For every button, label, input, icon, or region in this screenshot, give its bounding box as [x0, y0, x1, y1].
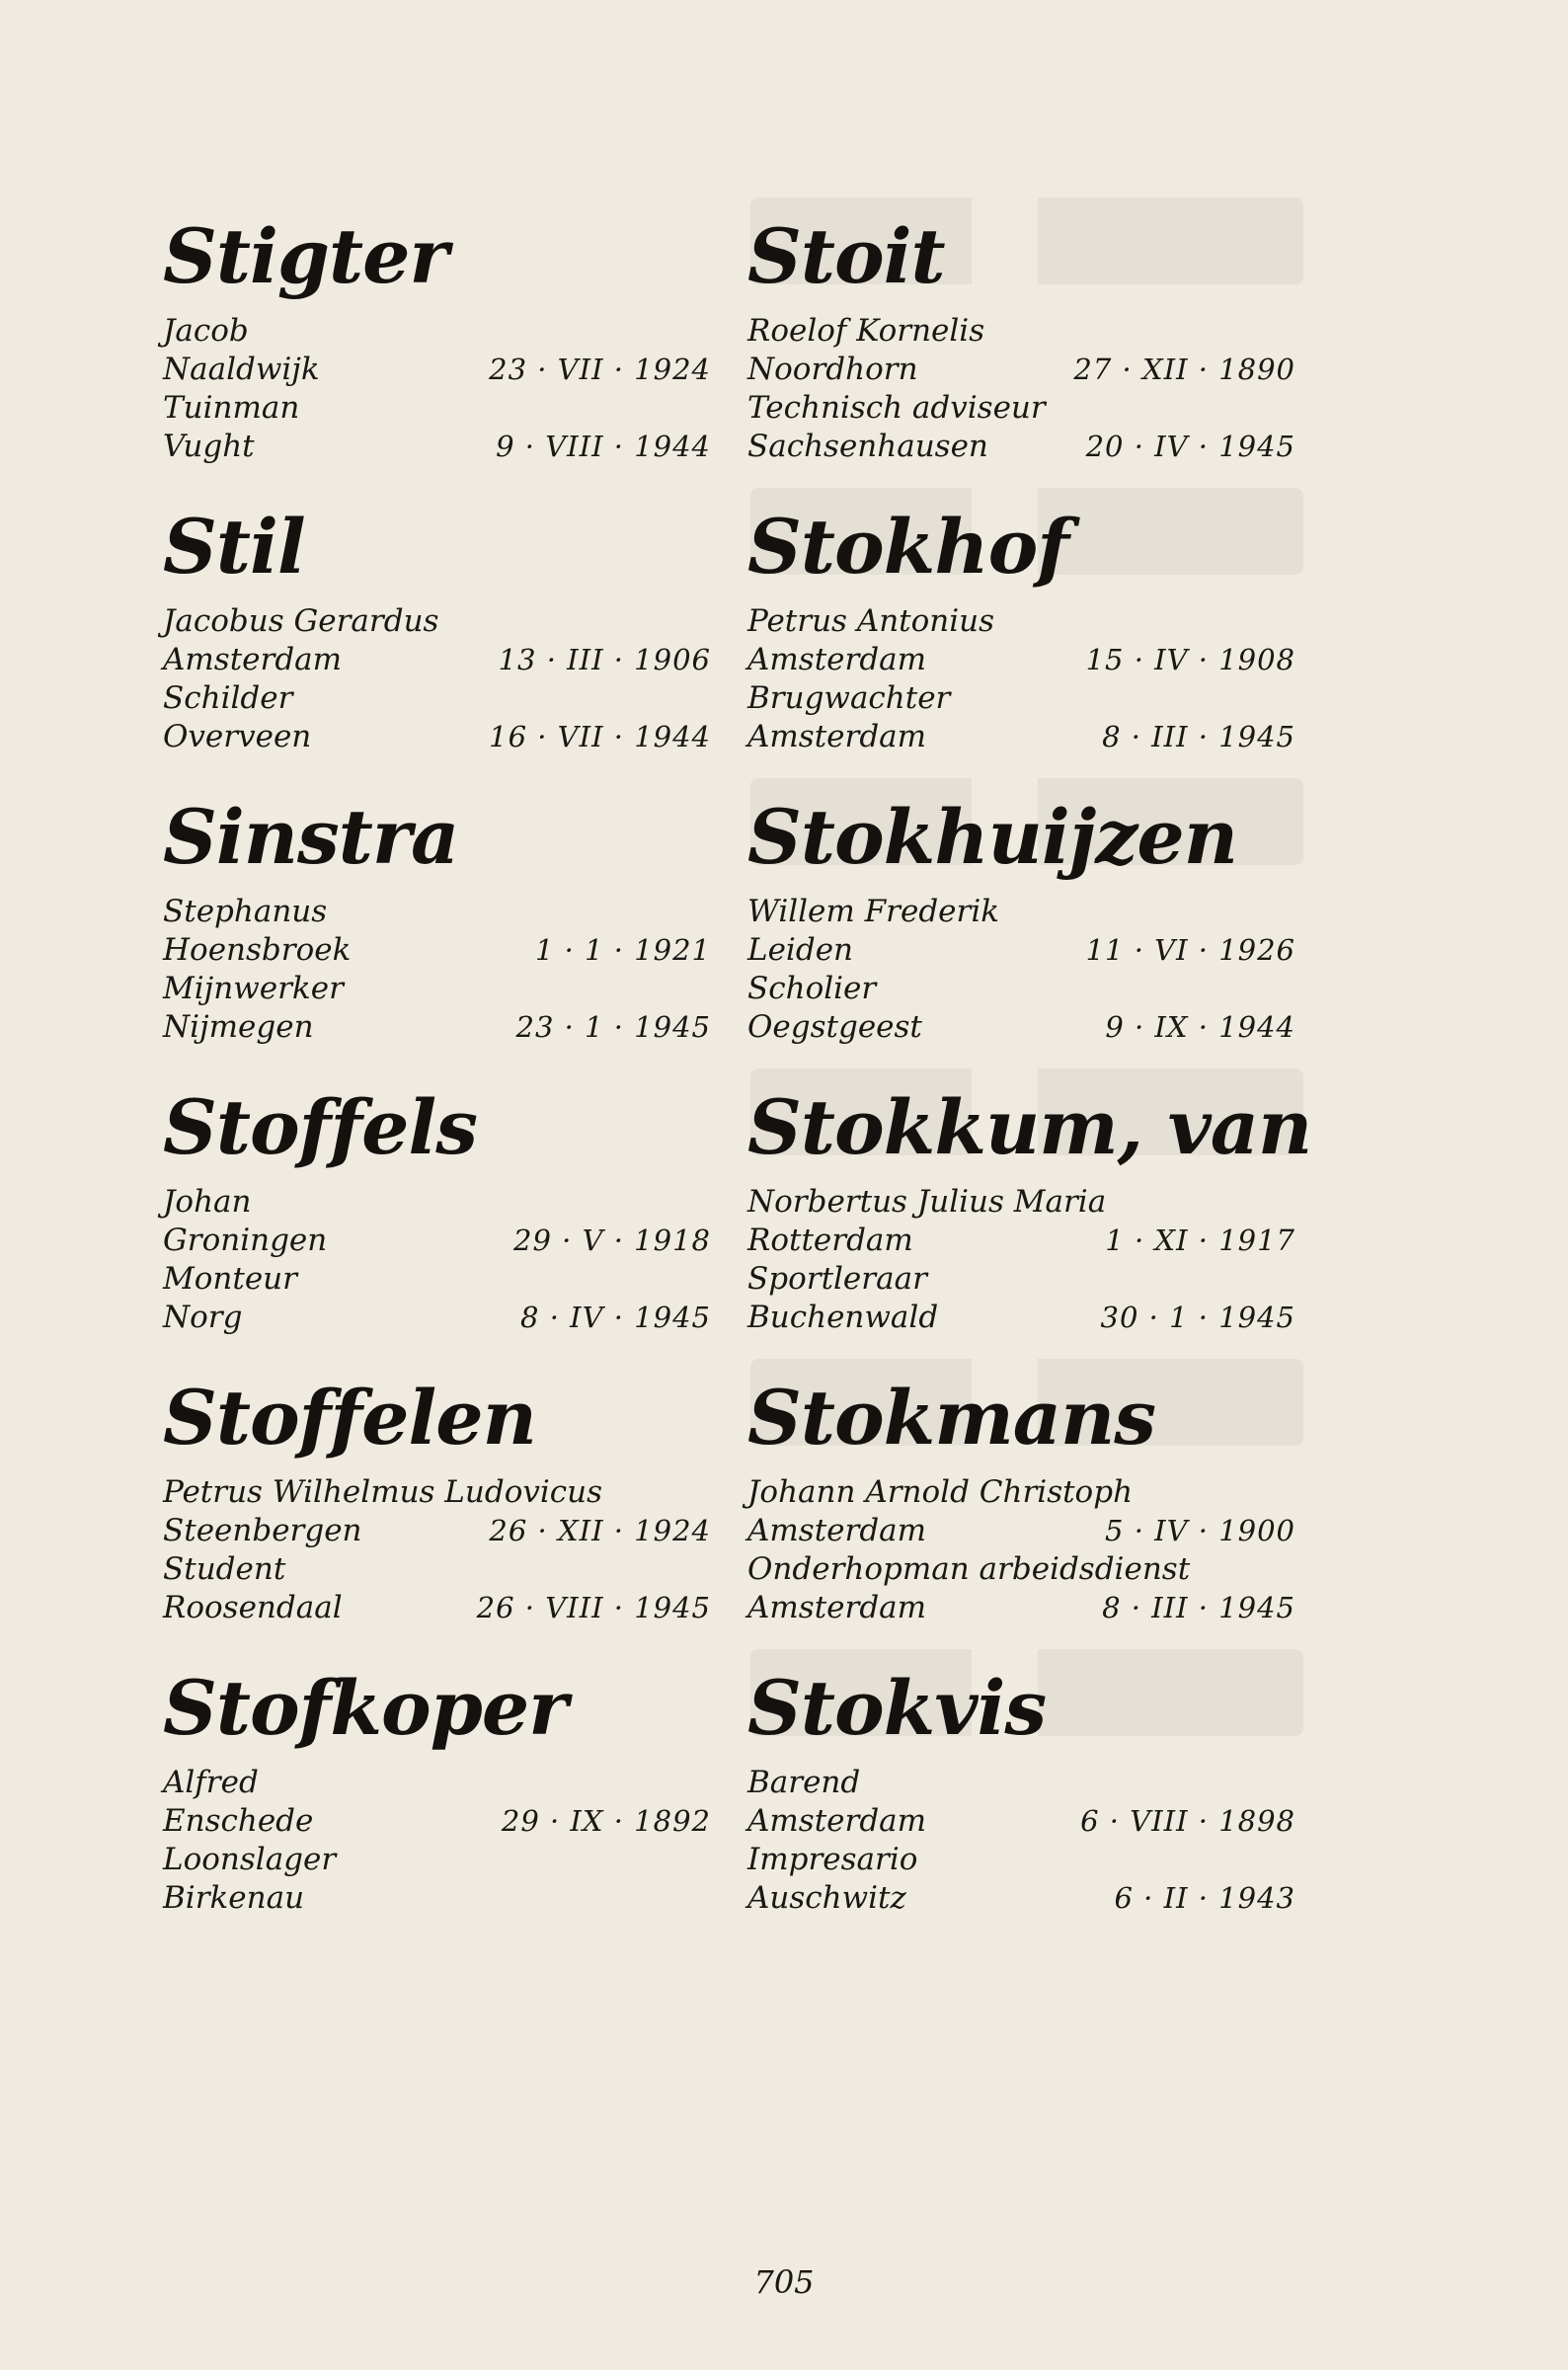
birthplace: Hoensbroek — [163, 932, 352, 968]
left-column — [163, 207, 711, 1949]
birth-date: 26 · XII · 1924 — [489, 1514, 711, 1547]
birth-date: 13 · III · 1906 — [498, 643, 711, 676]
surname: Stigter — [163, 212, 448, 300]
birth-row — [747, 351, 1295, 389]
surname: Stoit — [747, 212, 945, 300]
birth-date: 5 · IV · 1900 — [1105, 1514, 1295, 1547]
birth-row — [163, 1222, 711, 1260]
birth-date: 6 · VIII · 1898 — [1080, 1804, 1295, 1838]
occupation-row — [747, 1841, 1295, 1879]
birth-row — [163, 351, 711, 389]
occupation: Brugwachter — [747, 680, 951, 716]
name-entry — [747, 1659, 1295, 1949]
given-names-row — [747, 1764, 1295, 1802]
birth-date: 29 · IX · 1892 — [501, 1804, 711, 1838]
death-row — [163, 718, 711, 756]
name-entry — [163, 498, 711, 788]
occupation-row — [163, 970, 711, 1008]
death-row — [747, 428, 1295, 466]
occupation: Tuinman — [163, 390, 300, 426]
death-row — [747, 1589, 1295, 1627]
right-column — [747, 207, 1312, 1949]
given-names-row — [163, 312, 711, 351]
given-names-row — [163, 1473, 711, 1512]
given-names-row — [163, 1764, 711, 1802]
death-row — [747, 1008, 1295, 1047]
occupation: Monteur — [163, 1261, 297, 1297]
occupation: Sportleraar — [747, 1261, 927, 1297]
death-row — [747, 718, 1295, 756]
given-names-row — [747, 1473, 1295, 1512]
occupation: Loonslager — [163, 1842, 337, 1877]
birth-row — [163, 641, 711, 679]
occupation-row — [163, 389, 711, 428]
death-place: Overveen — [163, 719, 312, 754]
occupation: Scholier — [747, 971, 877, 1006]
birthplace: Enschede — [163, 1803, 314, 1839]
death-place: Amsterdam — [747, 719, 927, 754]
birthplace: Naaldwijk — [163, 352, 320, 387]
occupation-row — [163, 1841, 711, 1879]
death-date: 9 · VIII · 1944 — [496, 430, 711, 463]
death-date: 16 · VII · 1944 — [489, 720, 711, 753]
given-names-row — [163, 1183, 711, 1222]
page-number: 705 — [753, 2263, 815, 2301]
birth-date: 29 · V · 1918 — [513, 1224, 711, 1257]
given-names-row — [747, 893, 1295, 931]
death-place: Birkenau — [163, 1880, 305, 1916]
surname: Stoffelen — [163, 1374, 536, 1462]
birth-row — [747, 931, 1295, 970]
death-date: 8 · IV · 1945 — [520, 1301, 711, 1334]
death-date: 6 · II · 1943 — [1114, 1881, 1295, 1915]
surname: Stokhof — [747, 503, 1068, 591]
occupation-row — [747, 1260, 1295, 1299]
death-row — [747, 1879, 1295, 1918]
given-names: Norbertus Julius Maria — [747, 1184, 1107, 1220]
birth-date: 1 · 1 · 1921 — [534, 933, 711, 967]
occupation-row — [747, 1550, 1295, 1589]
occupation: Student — [163, 1551, 286, 1587]
birth-date: 15 · IV · 1908 — [1085, 643, 1295, 676]
surname: Stokhuijzen — [747, 793, 1237, 881]
death-row — [163, 1008, 711, 1047]
birth-row — [747, 1222, 1295, 1260]
birth-date: 27 · XII · 1890 — [1073, 353, 1295, 386]
death-date: 26 · VIII · 1945 — [476, 1591, 711, 1624]
occupation-row — [747, 389, 1295, 428]
birthplace: Leiden — [747, 932, 854, 968]
occupation-row — [163, 1260, 711, 1299]
given-names-row — [747, 602, 1295, 641]
death-date: 23 · 1 · 1945 — [515, 1010, 711, 1044]
death-place: Auschwitz — [747, 1880, 906, 1916]
given-names: Stephanus — [163, 894, 328, 929]
death-date: 8 · III · 1945 — [1102, 720, 1295, 753]
birthplace: Amsterdam — [747, 1803, 927, 1839]
given-names: Johan — [163, 1184, 252, 1220]
occupation: Schilder — [163, 680, 293, 716]
surname: Sinstra — [163, 793, 459, 881]
death-date: 30 · 1 · 1945 — [1100, 1301, 1295, 1334]
death-row — [163, 428, 711, 466]
death-row — [747, 1299, 1295, 1337]
surname: Stokkum, van — [747, 1083, 1312, 1171]
occupation: Mijnwerker — [163, 971, 344, 1006]
name-entry — [163, 207, 711, 498]
occupation-row — [747, 679, 1295, 718]
surname: Stil — [163, 503, 305, 591]
occupation-row — [747, 970, 1295, 1008]
name-entry — [163, 1369, 711, 1659]
birth-row — [747, 641, 1295, 679]
death-place: Amsterdam — [747, 1590, 927, 1625]
name-entry — [163, 1078, 711, 1369]
birth-date: 1 · XI · 1917 — [1105, 1224, 1295, 1257]
birthplace: Steenbergen — [163, 1513, 362, 1548]
death-row — [163, 1879, 711, 1918]
given-names: Johann Arnold Christoph — [747, 1474, 1134, 1510]
surname: Stokvis — [747, 1664, 1047, 1752]
occupation-row — [163, 1550, 711, 1589]
birthplace: Groningen — [163, 1223, 328, 1258]
birth-row — [163, 1512, 711, 1550]
birthplace: Noordhorn — [747, 352, 918, 387]
given-names-row — [163, 893, 711, 931]
death-place: Norg — [163, 1300, 243, 1335]
death-place: Nijmegen — [163, 1009, 314, 1045]
occupation-row — [163, 679, 711, 718]
given-names: Jacob — [163, 313, 249, 349]
given-names: Roelof Kornelis — [747, 313, 985, 349]
name-entry — [747, 207, 1295, 498]
given-names: Barend — [747, 1765, 861, 1800]
name-entry — [163, 1659, 711, 1949]
death-row — [163, 1299, 711, 1337]
birth-date: 23 · VII · 1924 — [489, 353, 711, 386]
name-entry — [747, 498, 1295, 788]
given-names-row — [747, 1183, 1295, 1222]
given-names: Petrus Antonius — [747, 603, 995, 639]
death-date: 9 · IX · 1944 — [1105, 1010, 1295, 1044]
death-date: 20 · IV · 1945 — [1085, 430, 1295, 463]
name-entry — [747, 1369, 1295, 1659]
death-place: Oegstgeest — [747, 1009, 922, 1045]
birthplace: Amsterdam — [747, 642, 927, 677]
given-names: Alfred — [163, 1765, 259, 1800]
given-names-row — [747, 312, 1295, 351]
birth-row — [747, 1802, 1295, 1841]
death-place: Vught — [163, 429, 255, 464]
name-entry — [163, 788, 711, 1078]
name-entry — [747, 1078, 1312, 1369]
birthplace: Amsterdam — [163, 642, 343, 677]
occupation: Technisch adviseur — [747, 390, 1046, 426]
birthplace: Rotterdam — [747, 1223, 913, 1258]
death-place: Sachsenhausen — [747, 429, 988, 464]
surname: Stokmans — [747, 1374, 1156, 1462]
birth-row — [163, 1802, 711, 1841]
death-date: 8 · III · 1945 — [1102, 1591, 1295, 1624]
given-names: Petrus Wilhelmus Ludovicus — [163, 1474, 603, 1510]
death-place: Roosendaal — [163, 1590, 343, 1625]
death-row — [163, 1589, 711, 1627]
name-entry — [747, 788, 1295, 1078]
birthplace: Amsterdam — [747, 1513, 927, 1548]
birth-row — [747, 1512, 1295, 1550]
birth-row — [163, 931, 711, 970]
given-names: Jacobus Gerardus — [163, 603, 439, 639]
death-place: Buchenwald — [747, 1300, 939, 1335]
occupation: Onderhopman arbeidsdienst — [747, 1551, 1191, 1587]
surname: Stofkoper — [163, 1664, 568, 1752]
given-names-row — [163, 602, 711, 641]
occupation: Impresario — [747, 1842, 918, 1877]
surname: Stoffels — [163, 1083, 478, 1171]
birth-date: 11 · VI · 1926 — [1085, 933, 1295, 967]
given-names: Willem Frederik — [747, 894, 1000, 929]
